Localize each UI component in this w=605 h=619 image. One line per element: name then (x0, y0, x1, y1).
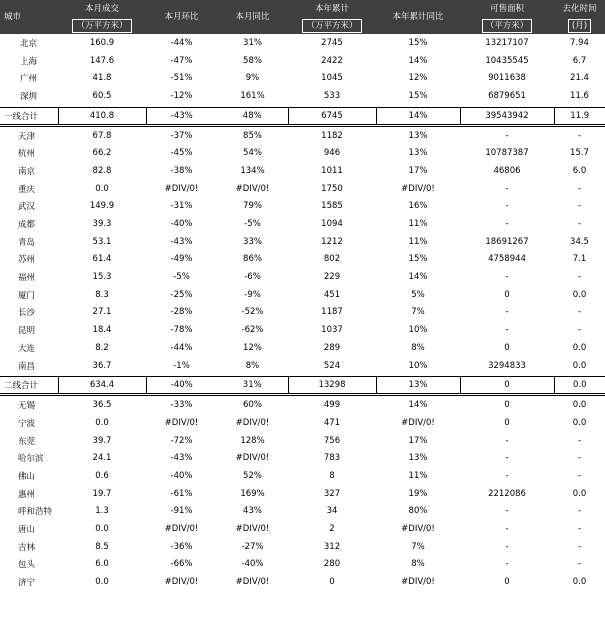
cell-yoy: 8% (245, 360, 260, 371)
cell-city: 一线合计 (0, 107, 58, 125)
table-row (0, 520, 605, 538)
cell-monthly-sales: 634.4 (58, 377, 146, 395)
cell-available-area: - (505, 541, 509, 552)
cell-available-area: 6879651 (488, 90, 526, 101)
cell-yoy: 9% (245, 73, 260, 84)
cell-absorption-time: 0.0 (572, 342, 587, 353)
cell-ytd-yoy: 13% (408, 148, 428, 159)
cell-available-area: - (505, 325, 509, 336)
cell-mom: -12% (170, 90, 193, 101)
table-row (0, 34, 605, 52)
table-row (0, 556, 605, 574)
cell-available-area: 13217107 (485, 37, 529, 48)
cell-mom: -78% (170, 325, 193, 336)
cell-city: 北京 (20, 38, 38, 49)
cell-yoy: 52% (243, 470, 262, 481)
cell-ytd: 2 (329, 524, 335, 535)
cell-mom: #DIV/0! (164, 524, 199, 535)
cell-mom: -33% (170, 400, 193, 411)
cell-absorption-time: - (577, 559, 582, 570)
cell-monthly-sales: 24.1 (92, 453, 112, 464)
cell-yoy: -5% (244, 219, 261, 230)
cell-city: 东莞 (18, 436, 36, 447)
cell-ytd: 1182 (321, 130, 343, 141)
cell-monthly-sales: 6.0 (95, 559, 109, 570)
cell-absorption-time: 7.94 (570, 37, 589, 48)
cell-ytd-yoy: 15% (408, 37, 428, 48)
cell-available-area: - (505, 506, 509, 517)
table-row (0, 268, 605, 286)
cell-available-area: 0 (504, 289, 510, 300)
cell-absorption-time: - (577, 183, 582, 194)
cell-ytd-yoy: 14% (408, 400, 428, 411)
cell-ytd-yoy: 10% (408, 325, 428, 336)
cell-city: 深圳 (20, 91, 38, 102)
cell-absorption-time: - (577, 541, 582, 552)
cell-mom: -61% (170, 488, 193, 499)
header-ytd-unit: （万平方米） (302, 19, 361, 33)
cell-city: 昆明 (18, 326, 36, 337)
cell-absorption-time: 21.4 (570, 73, 589, 84)
cell-absorption-time: - (577, 470, 582, 481)
cell-available-area: - (505, 524, 509, 535)
table-row (0, 286, 605, 304)
cell-yoy: 169% (240, 488, 265, 499)
cell-available-area: - (505, 307, 509, 318)
cell-city: 福州 (18, 273, 36, 284)
cell-ytd-yoy: 17% (408, 165, 428, 176)
cell-ytd: 34 (326, 506, 338, 517)
cell-ytd: 471 (323, 417, 341, 428)
cell-yoy: 31% (217, 377, 288, 395)
cell-city: 宁波 (18, 418, 36, 429)
cell-absorption-time: 0.0 (572, 360, 587, 371)
cell-city: 武汉 (18, 202, 36, 213)
table-row (0, 180, 605, 198)
cell-absorption-time: - (577, 272, 582, 283)
cell-city: 唐山 (18, 525, 36, 536)
cell-mom: -28% (170, 307, 193, 318)
cell-monthly-sales: 147.6 (89, 55, 115, 66)
cell-monthly-sales: 61.4 (92, 254, 112, 265)
header-ytd-yoy: 本年累计同比 (392, 12, 444, 22)
cell-yoy: 134% (240, 165, 265, 176)
cell-city: 杭州 (18, 149, 36, 160)
cell-ytd: 1045 (321, 73, 343, 84)
cell-available-area: 0 (460, 377, 554, 395)
cell-monthly-sales: 8.3 (95, 289, 109, 300)
cell-ytd-yoy: 17% (408, 435, 428, 446)
header-available-area-unit: （平方米） (482, 19, 533, 33)
table-row (0, 87, 605, 105)
cell-ytd: 756 (323, 435, 341, 446)
cell-ytd-yoy: 8% (411, 342, 425, 353)
header-monthly-sales-unit: （万平方米） (72, 19, 131, 33)
cell-absorption-time: 0.0 (572, 417, 587, 428)
cell-ytd: 533 (323, 90, 341, 101)
cell-mom: -47% (170, 55, 193, 66)
table-row (0, 538, 605, 556)
cell-ytd-yoy: #DIV/0! (401, 577, 435, 588)
cell-city: 二线合计 (0, 377, 58, 395)
cell-city: 吉林 (18, 542, 36, 553)
cell-monthly-sales: 1.3 (95, 506, 109, 517)
cell-ytd-yoy: 11% (408, 219, 428, 230)
cell-available-area: 10787387 (485, 148, 529, 159)
header-absorption-time: 去化时间 (562, 3, 597, 14)
cell-mom: -40% (170, 219, 193, 230)
cell-monthly-sales: 39.7 (92, 435, 112, 446)
cell-city: 哈尔滨 (18, 454, 44, 465)
cell-yoy: 43% (243, 506, 262, 517)
cell-available-area: 3294833 (488, 360, 526, 371)
cell-ytd-yoy: 13% (376, 377, 460, 395)
table-row (0, 395, 605, 414)
header-absorption-time-unit: (月) (568, 19, 591, 33)
cell-available-area: 46806 (493, 165, 521, 176)
cell-yoy: 60% (243, 400, 262, 411)
cell-ytd-yoy: 15% (408, 254, 428, 265)
cell-available-area: - (505, 435, 509, 446)
table-row (0, 69, 605, 87)
cell-city: 济宁 (18, 578, 36, 589)
table-row (0, 215, 605, 233)
cell-mom: -36% (170, 541, 193, 552)
cell-mom: -40% (146, 377, 217, 395)
cell-absorption-time: - (577, 506, 582, 517)
cell-ytd: 1212 (321, 236, 343, 247)
cell-absorption-time: - (577, 130, 582, 141)
cell-ytd-yoy: 14% (408, 55, 428, 66)
cell-absorption-time: 7.1 (572, 254, 587, 265)
cell-ytd-yoy: 80% (408, 506, 428, 517)
cell-available-area: 0 (504, 417, 510, 428)
cell-available-area: 0 (504, 577, 510, 588)
cell-yoy: 48% (217, 107, 288, 125)
cell-ytd: 13298 (288, 377, 376, 395)
cell-monthly-sales: 8.2 (95, 342, 109, 353)
cell-city: 包头 (18, 560, 36, 571)
cell-yoy: -52% (241, 307, 264, 318)
cell-available-area: - (505, 272, 509, 283)
cell-ytd-yoy: #DIV/0! (401, 524, 435, 535)
cell-city: 无锡 (18, 401, 36, 412)
cell-ytd: 1585 (321, 201, 343, 212)
cell-mom: -31% (170, 201, 193, 212)
cell-absorption-time: 34.5 (570, 236, 589, 247)
table-row (0, 125, 605, 144)
cell-city: 成都 (18, 220, 36, 231)
cell-available-area: 39543942 (460, 107, 554, 125)
cell-available-area: 4758944 (488, 254, 526, 265)
cell-absorption-time: - (577, 307, 582, 318)
cell-available-area: - (505, 201, 509, 212)
table-total-row (0, 107, 605, 125)
cell-mom: -91% (170, 506, 193, 517)
header-ytd: 本年累计 (314, 3, 349, 14)
cell-mom: -38% (170, 165, 193, 176)
cell-absorption-time: 0.0 (572, 400, 587, 411)
cell-mom: -37% (170, 130, 193, 141)
cell-mom: -66% (170, 559, 193, 570)
cell-ytd-yoy: 15% (408, 90, 428, 101)
table-row (0, 321, 605, 339)
cell-available-area: 9011638 (488, 73, 526, 84)
cell-ytd: 451 (323, 289, 341, 300)
cell-ytd: 1187 (321, 307, 343, 318)
cell-ytd: 1094 (321, 219, 343, 230)
cell-mom: -51% (170, 73, 193, 84)
cell-absorption-time: - (577, 201, 582, 212)
cell-yoy: -27% (241, 541, 264, 552)
header-city: 城市 (4, 12, 22, 22)
cell-mom: -43% (170, 236, 193, 247)
cell-yoy: 79% (243, 201, 262, 212)
cell-available-area: 18691267 (485, 236, 529, 247)
cell-absorption-time: - (577, 325, 582, 336)
cell-monthly-sales: 67.8 (92, 130, 112, 141)
cell-ytd-yoy: 7% (411, 541, 425, 552)
cell-mom: -44% (170, 342, 193, 353)
header-mom: 本月环比 (164, 12, 199, 22)
cell-city: 苏州 (18, 255, 36, 266)
cell-ytd-yoy: 8% (411, 559, 425, 570)
table-row (0, 503, 605, 521)
cell-absorption-time: 11.6 (570, 90, 589, 101)
cell-ytd-yoy: 19% (408, 488, 428, 499)
cell-yoy: #DIV/0! (235, 453, 270, 464)
cell-mom: -25% (170, 289, 193, 300)
cell-monthly-sales: 82.8 (92, 165, 112, 176)
table-header (0, 0, 605, 34)
cell-ytd: 229 (323, 272, 341, 283)
table-total-row (0, 377, 605, 395)
table-row (0, 198, 605, 216)
cell-monthly-sales: 27.1 (92, 307, 112, 318)
cell-monthly-sales: 18.4 (92, 325, 112, 336)
cell-yoy: 12% (243, 342, 262, 353)
table-body (0, 34, 605, 591)
cell-available-area: - (505, 130, 509, 141)
cell-available-area: - (505, 559, 509, 570)
cell-ytd-yoy: 7% (411, 307, 425, 318)
cell-city: 青岛 (18, 237, 36, 248)
cell-available-area: 0 (504, 400, 510, 411)
table-row (0, 357, 605, 375)
cell-monthly-sales: 149.9 (89, 201, 115, 212)
cell-absorption-time: 0.0 (572, 488, 587, 499)
cell-monthly-sales: 15.3 (92, 272, 112, 283)
table-row (0, 573, 605, 591)
cell-ytd-yoy: 13% (408, 453, 428, 464)
cell-mom: -40% (170, 470, 193, 481)
cell-ytd: 1037 (321, 325, 343, 336)
table-row (0, 251, 605, 269)
cell-monthly-sales: 0.0 (95, 524, 109, 535)
cell-available-area: - (505, 470, 509, 481)
cell-ytd: 1750 (321, 183, 343, 194)
cell-ytd: 0 (329, 577, 335, 588)
table-row (0, 339, 605, 357)
cell-monthly-sales: 36.7 (92, 360, 112, 371)
cell-ytd: 1011 (321, 165, 343, 176)
cell-absorption-time: 0.0 (572, 289, 587, 300)
table-row (0, 449, 605, 467)
cell-ytd-yoy: 14% (376, 107, 460, 125)
cell-monthly-sales: 0.6 (95, 470, 109, 481)
cell-ytd: 8 (329, 470, 335, 481)
cell-available-area: - (505, 453, 509, 464)
header-yoy: 本月同比 (235, 12, 270, 22)
cell-monthly-sales: 0.0 (95, 577, 109, 588)
cell-mom: -1% (173, 360, 190, 371)
cell-city: 佛山 (18, 471, 36, 482)
cell-ytd: 802 (323, 254, 341, 265)
table-row (0, 485, 605, 503)
cell-ytd-yoy: 13% (408, 130, 428, 141)
cell-yoy: 58% (243, 55, 262, 66)
cell-city: 南昌 (18, 361, 36, 372)
table-row (0, 467, 605, 485)
cell-mom: -43% (170, 453, 193, 464)
cell-ytd: 280 (323, 559, 341, 570)
cell-ytd: 783 (323, 453, 341, 464)
cell-ytd: 312 (323, 541, 341, 552)
cell-mom: -72% (170, 435, 193, 446)
cell-absorption-time: - (577, 435, 582, 446)
cell-monthly-sales: 60.5 (92, 90, 112, 101)
cell-ytd-yoy: 16% (408, 201, 428, 212)
header-available-area: 可售面积 (489, 3, 524, 14)
table-row (0, 162, 605, 180)
cell-ytd-yoy: 5% (411, 289, 425, 300)
cell-monthly-sales: 41.8 (92, 73, 112, 84)
table-row (0, 52, 605, 70)
cell-ytd-yoy: #DIV/0! (401, 417, 435, 428)
cell-absorption-time: 0.0 (572, 577, 587, 588)
cell-mom: -5% (173, 272, 190, 283)
cell-absorption-time: 15.7 (570, 148, 589, 159)
cell-monthly-sales: 0.0 (95, 417, 109, 428)
cell-monthly-sales: 0.0 (95, 183, 109, 194)
cell-absorption-time: 0.0 (554, 377, 605, 395)
cell-available-area: - (505, 183, 509, 194)
cell-mom: -45% (170, 148, 193, 159)
cell-ytd: 524 (323, 360, 341, 371)
cell-yoy: #DIV/0! (235, 417, 270, 428)
cell-yoy: -62% (241, 325, 264, 336)
cell-city: 上海 (20, 56, 38, 67)
cell-city: 重庆 (18, 184, 36, 195)
cell-ytd-yoy: #DIV/0! (401, 183, 435, 194)
cell-available-area: - (505, 219, 509, 230)
cell-absorption-time: 6.0 (572, 165, 587, 176)
cell-ytd: 6745 (288, 107, 376, 125)
cell-mom: -43% (146, 107, 217, 125)
cell-absorption-time: - (577, 524, 582, 535)
cell-available-area: 10435545 (485, 55, 529, 66)
cell-monthly-sales: 160.9 (89, 37, 115, 48)
cell-city: 南京 (18, 166, 36, 177)
cell-mom: #DIV/0! (164, 577, 199, 588)
cell-yoy: 31% (243, 37, 262, 48)
cell-ytd: 327 (323, 488, 341, 499)
cell-mom: #DIV/0! (164, 417, 199, 428)
cell-monthly-sales: 36.5 (92, 400, 112, 411)
cell-city: 广州 (20, 74, 38, 85)
cell-ytd: 499 (323, 400, 341, 411)
cell-city: 大连 (18, 343, 36, 354)
table-row (0, 304, 605, 322)
cell-ytd: 2745 (321, 37, 343, 48)
cell-city: 厦门 (18, 290, 36, 301)
cell-ytd-yoy: 14% (408, 272, 428, 283)
table-row (0, 432, 605, 450)
cell-yoy: #DIV/0! (235, 524, 270, 535)
cell-ytd-yoy: 12% (408, 73, 428, 84)
cell-mom: -44% (170, 37, 193, 48)
cell-mom: #DIV/0! (164, 183, 199, 194)
header-monthly-sales: 本月成交 (84, 3, 119, 14)
cell-yoy: 86% (243, 254, 262, 265)
cell-absorption-time: - (577, 219, 582, 230)
table-row (0, 233, 605, 251)
cell-available-area: 2212086 (488, 488, 526, 499)
cell-yoy: -9% (244, 289, 261, 300)
cell-absorption-time: 6.7 (572, 55, 587, 66)
table-row (0, 144, 605, 162)
cell-monthly-sales: 66.2 (92, 148, 112, 159)
cell-yoy: -40% (241, 559, 264, 570)
cell-yoy: 33% (243, 236, 262, 247)
cell-yoy: 128% (240, 435, 265, 446)
cell-monthly-sales: 19.7 (92, 488, 112, 499)
cell-monthly-sales: 39.3 (92, 219, 112, 230)
cell-ytd-yoy: 11% (408, 470, 428, 481)
cell-monthly-sales: 53.1 (92, 236, 112, 247)
cell-monthly-sales: 8.5 (95, 541, 109, 552)
cell-yoy: 161% (240, 90, 265, 101)
cell-ytd: 289 (323, 342, 341, 353)
cell-mom: -49% (170, 254, 193, 265)
cell-absorption-time: - (577, 453, 582, 464)
cell-city: 呼和浩特 (18, 507, 53, 518)
cell-yoy: #DIV/0! (235, 577, 270, 588)
cell-ytd-yoy: 11% (408, 236, 428, 247)
cell-ytd: 946 (323, 148, 341, 159)
table-row (0, 414, 605, 432)
cell-available-area: 0 (504, 342, 510, 353)
cell-absorption-time: 11.9 (554, 107, 605, 125)
cell-city: 惠州 (18, 489, 36, 500)
cell-monthly-sales: 410.8 (58, 107, 146, 125)
cell-ytd: 2422 (321, 55, 343, 66)
cell-yoy: 85% (243, 130, 262, 141)
cell-yoy: -6% (244, 272, 261, 283)
cell-yoy: 54% (243, 148, 262, 159)
cell-ytd-yoy: 10% (408, 360, 428, 371)
cell-city: 长沙 (18, 308, 36, 319)
cell-yoy: #DIV/0! (235, 183, 270, 194)
cell-city: 天津 (18, 131, 36, 142)
